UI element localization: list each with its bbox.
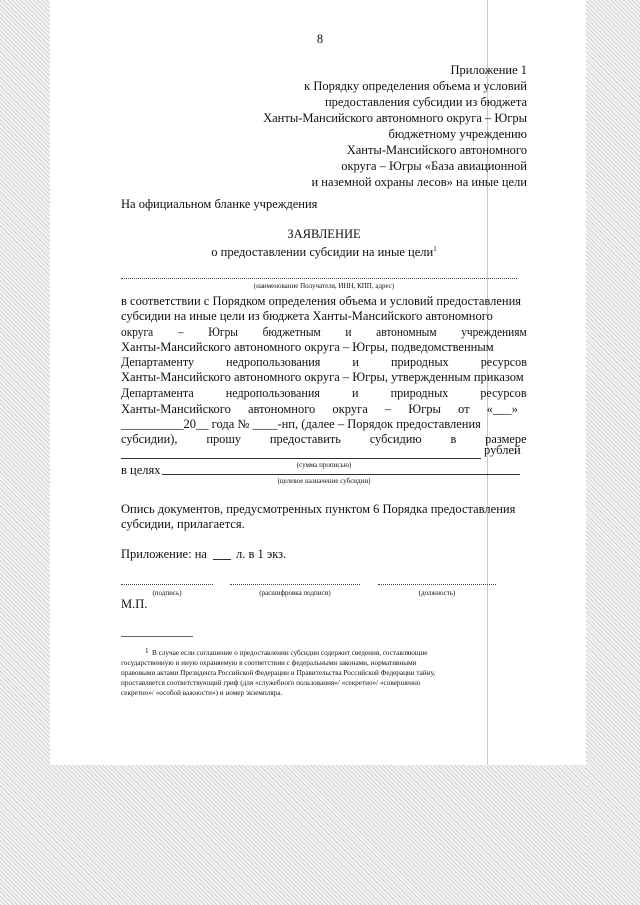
document-subtitle <box>121 245 527 260</box>
footnote-line-3: правовыми актами Президента Российской Федерации и Правительства Российской Федерации тайну, <box>121 669 436 677</box>
page-number: 8 <box>316 32 324 46</box>
appendix-line-1: Приложение 1 <box>450 63 527 77</box>
rubles-label: рублей <box>484 443 521 457</box>
appendix-line-4: Ханты-Мансийского автономного округа – Югры <box>263 111 527 125</box>
appendix-line-7: округа – Югры «База авиационной <box>341 159 527 173</box>
signature-caption: (подпись) <box>152 589 182 597</box>
position-blank-line <box>378 584 496 585</box>
body-line-8: Ханты-Мансийского автономного округа – Югры от «___» <box>121 402 518 416</box>
appendix-line-3: предоставления субсидии из бюджета <box>324 95 527 109</box>
amount-blank-line <box>121 458 481 459</box>
recipient-caption: (наименование Получателя, ИНН, КПП, адрес) <box>253 282 395 290</box>
signature-blank-line <box>121 584 213 585</box>
seal-label: М.П. <box>121 597 148 611</box>
footnote-line-4: проставляется соответствующий гриф (для «служебного пользования»/ «секретно»/ «совершенно <box>121 679 421 687</box>
body-line-1: в соответствии с Порядком определения объема и условий предоставления <box>121 294 522 308</box>
appendix-line-8: и наземной охраны лесов» на иные цели <box>311 175 527 189</box>
purpose-caption: (целевое назначение субсидии) <box>277 477 371 485</box>
letterhead-note: На официальном бланке учреждения <box>121 197 318 211</box>
attachment-suffix: л. в 1 экз. <box>236 547 287 561</box>
inventory-line-2: субсидии, прилагается. <box>121 517 245 531</box>
footnote-line-2: государственную и иную охраняемую в соответствии с федеральными законами, нормативными <box>121 659 417 667</box>
body-line-4: Ханты-Мансийского автономного округа – Югры, подведомственным <box>121 340 494 354</box>
footnote-line-1: В случае если соглашение о предоставлении субсидии содержит сведения, составляющие <box>152 649 428 657</box>
position-caption: (должность) <box>418 589 456 597</box>
body-line-2: субсидии на иные цели из бюджета Ханты-Мансийского автономного <box>121 309 493 323</box>
scan-margin-left <box>0 0 50 765</box>
purpose-blank-line <box>162 474 520 475</box>
body-line-9: __________20__ года № ____-нп, (далее – Порядок предоставления <box>121 417 481 431</box>
attachment-pages-blank <box>213 559 231 560</box>
appendix-line-5: бюджетному учреждению <box>388 127 527 141</box>
signature-decoding-blank-line <box>230 584 360 585</box>
footnote-number: 1 <box>145 647 149 655</box>
appendix-line-2: к Порядку определения объема и условий <box>304 79 527 93</box>
appendix-line-6: Ханты-Мансийского автономного <box>346 143 527 157</box>
body-line-6: Ханты-Мансийского автономного округа – Югры, утвержденным приказом <box>121 370 524 384</box>
purpose-label: в целях <box>121 463 161 477</box>
attachment-prefix: Приложение: на <box>121 547 207 561</box>
footnote-reference: 1 <box>433 244 437 253</box>
document-title: ЗАЯВЛЕНИЕ <box>287 227 361 241</box>
body-line-3: округа – Югры бюджетным и автономным учреждениям <box>121 325 527 339</box>
footnote-line-5: секретно»/ «особой важности») и номер экземпляра. <box>121 689 283 697</box>
body-line-5: Департаменту недропользования и природных ресурсов <box>121 355 527 369</box>
amount-caption: (сумма прописью) <box>296 461 352 469</box>
body-line-7: Департамента недропользования и природных ресурсов <box>121 386 527 400</box>
inventory-line-1: Опись документов, предусмотренных пунктом 6 Порядка предоставления <box>121 502 516 516</box>
scan-margin-bottom <box>0 765 586 905</box>
recipient-blank-line <box>121 278 517 279</box>
body-line-10: субсидии), прошу предоставить субсидию в размере <box>121 432 527 446</box>
footnote-separator <box>121 636 193 637</box>
subtitle-text: о предоставлении субсидии на иные цели <box>211 245 434 259</box>
signature-decoding-caption: (расшифровка подписи) <box>259 589 331 597</box>
scan-margin-right <box>586 0 640 905</box>
